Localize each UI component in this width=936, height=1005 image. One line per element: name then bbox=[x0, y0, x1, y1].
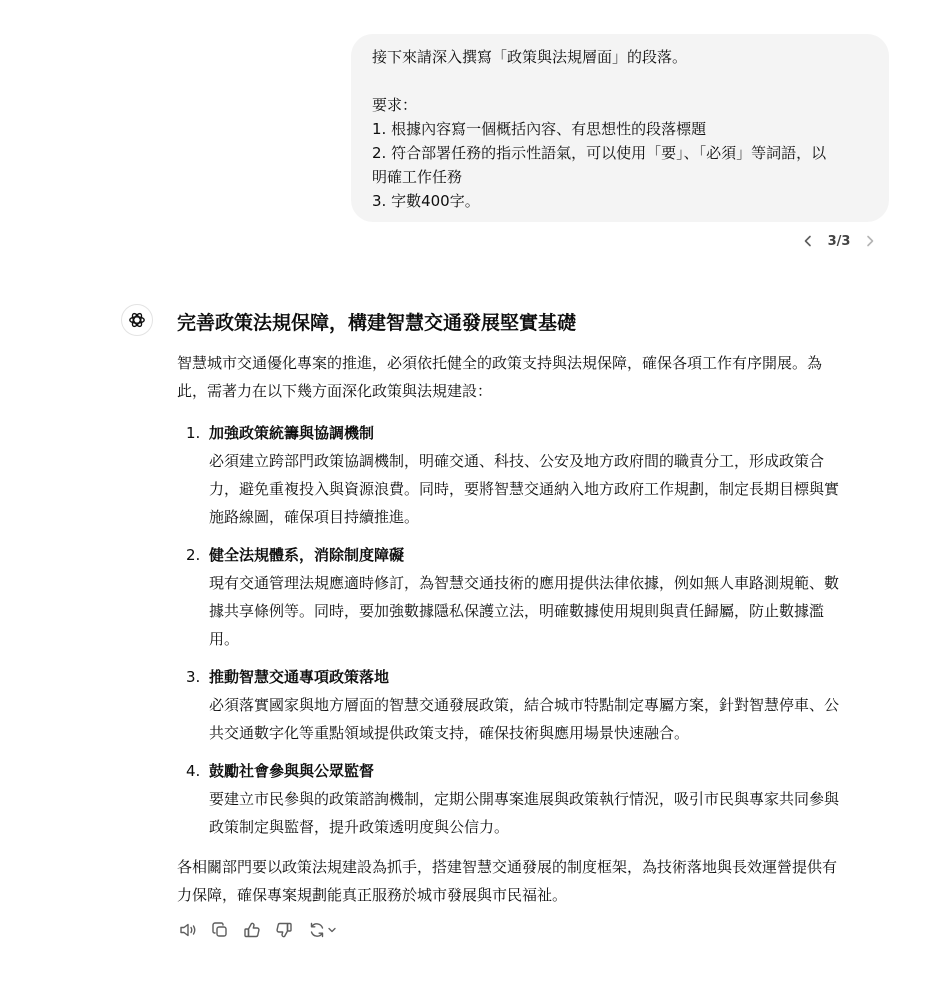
version-count: 3/3 bbox=[827, 233, 851, 249]
list-item-line: 據共享條例等。同時，要加強數據隱私保護立法，明確數據使用規則與責任歸屬，防止數據濫 bbox=[209, 602, 825, 620]
intro-paragraph bbox=[177, 349, 889, 405]
previous-version-button[interactable] bbox=[800, 233, 816, 249]
paragraph-line: 此，需著力在以下幾方面深化政策與法規建設： bbox=[177, 382, 493, 400]
list-item-body bbox=[209, 785, 889, 841]
speaker-icon bbox=[178, 921, 198, 939]
read-aloud-button[interactable] bbox=[177, 919, 199, 941]
policy-list bbox=[177, 419, 889, 841]
assistant-message bbox=[177, 309, 889, 909]
list-item-line: 共交通數字化等重點領域提供政策支持，確保技術與應用場景快速融合。 bbox=[209, 724, 690, 742]
list-number: 1. bbox=[186, 424, 201, 442]
list-item bbox=[177, 419, 889, 531]
refresh-icon bbox=[308, 921, 326, 939]
user-message-line: 要求： bbox=[372, 96, 418, 114]
list-item-line: 用。 bbox=[209, 630, 240, 648]
list-item-heading: 健全法規體系，消除制度障礙 bbox=[209, 546, 405, 564]
list-item-body bbox=[209, 569, 889, 653]
list-item bbox=[177, 663, 889, 747]
list-item-body bbox=[209, 691, 889, 747]
chevron-right-icon bbox=[863, 234, 877, 248]
paragraph-line: 力保障，確保專案規劃能真正服務於城市發展與市民福祉。 bbox=[177, 886, 568, 904]
list-item-body bbox=[209, 447, 889, 531]
list-item-line: 施路線圖，確保項目持續推進。 bbox=[209, 508, 420, 526]
openai-logo-icon bbox=[127, 310, 147, 330]
copy-icon bbox=[211, 921, 229, 939]
regenerate-button[interactable] bbox=[305, 919, 339, 941]
list-number: 2. bbox=[186, 546, 201, 564]
user-message-line: 明確工作任務 bbox=[372, 168, 463, 186]
closing-paragraph bbox=[177, 853, 889, 909]
chevron-left-icon bbox=[801, 234, 815, 248]
paragraph-line: 各相關部門要以政策法規建設為抓手，搭建智慧交通發展的制度框架，為技術落地與長效運營提供有 bbox=[177, 858, 838, 876]
paragraph-line: 智慧城市交通優化專案的推進，必須依托健全的政策支持與法規保障，確保各項工作有序開展。為 bbox=[177, 354, 823, 372]
response-title: 完善政策法規保障，構建智慧交通發展堅實基礎 bbox=[177, 312, 577, 334]
user-message-line: 3. 字數400字。 bbox=[372, 192, 480, 210]
user-message-line: 1. 根據內容寫一個概括內容、有思想性的段落標題 bbox=[372, 120, 707, 138]
list-item bbox=[177, 541, 889, 653]
user-message-line: 2. 符合部署任務的指示性語氣，可以使用「要」、「必須」等詞語，以 bbox=[372, 144, 827, 162]
version-pager bbox=[800, 231, 878, 251]
list-item-line: 必須建立跨部門政策協調機制，明確交通、科技、公安及地方政府間的職責分工，形成政策合 bbox=[209, 452, 825, 470]
good-response-button[interactable] bbox=[241, 919, 263, 941]
user-message-line: 接下來請深入撰寫「政策與法規層面」的段落。 bbox=[372, 48, 688, 66]
list-item bbox=[177, 757, 889, 841]
list-item-line: 力，避免重複投入與資源浪費。同時，要將智慧交通納入地方政府工作規劃，制定長期目標與實 bbox=[209, 480, 840, 498]
message-actions bbox=[177, 919, 339, 941]
list-number: 3. bbox=[186, 668, 201, 686]
list-number: 4. bbox=[186, 762, 201, 780]
list-item-line: 政策制定與監督，提升政策透明度與公信力。 bbox=[209, 818, 510, 836]
list-item-line: 要建立市民參與的政策諮詢機制，定期公開專案進展與政策執行情況，吸引市民與專家共同參與 bbox=[209, 790, 840, 808]
list-item-heading: 推動智慧交通專項政策落地 bbox=[209, 668, 390, 686]
assistant-avatar bbox=[121, 304, 153, 336]
list-item-line: 現有交通管理法規應適時修訂，為智慧交通技術的應用提供法律依據，例如無人車路測規範、數 bbox=[209, 574, 840, 592]
bad-response-button[interactable] bbox=[273, 919, 295, 941]
thumbs-up-icon bbox=[243, 921, 261, 939]
chevron-down-icon bbox=[327, 925, 337, 935]
list-item-heading: 加強政策統籌與協調機制 bbox=[209, 424, 375, 442]
list-item-heading: 鼓勵社會參與與公眾監督 bbox=[209, 762, 375, 780]
list-item-line: 必須落實國家與地方層面的智慧交通發展政策，結合城市特點制定專屬方案，針對智慧停車、公 bbox=[209, 696, 840, 714]
next-version-button[interactable] bbox=[862, 233, 878, 249]
thumbs-down-icon bbox=[275, 921, 293, 939]
user-message-bubble bbox=[351, 34, 889, 222]
copy-button[interactable] bbox=[209, 919, 231, 941]
blank-line bbox=[372, 69, 869, 93]
